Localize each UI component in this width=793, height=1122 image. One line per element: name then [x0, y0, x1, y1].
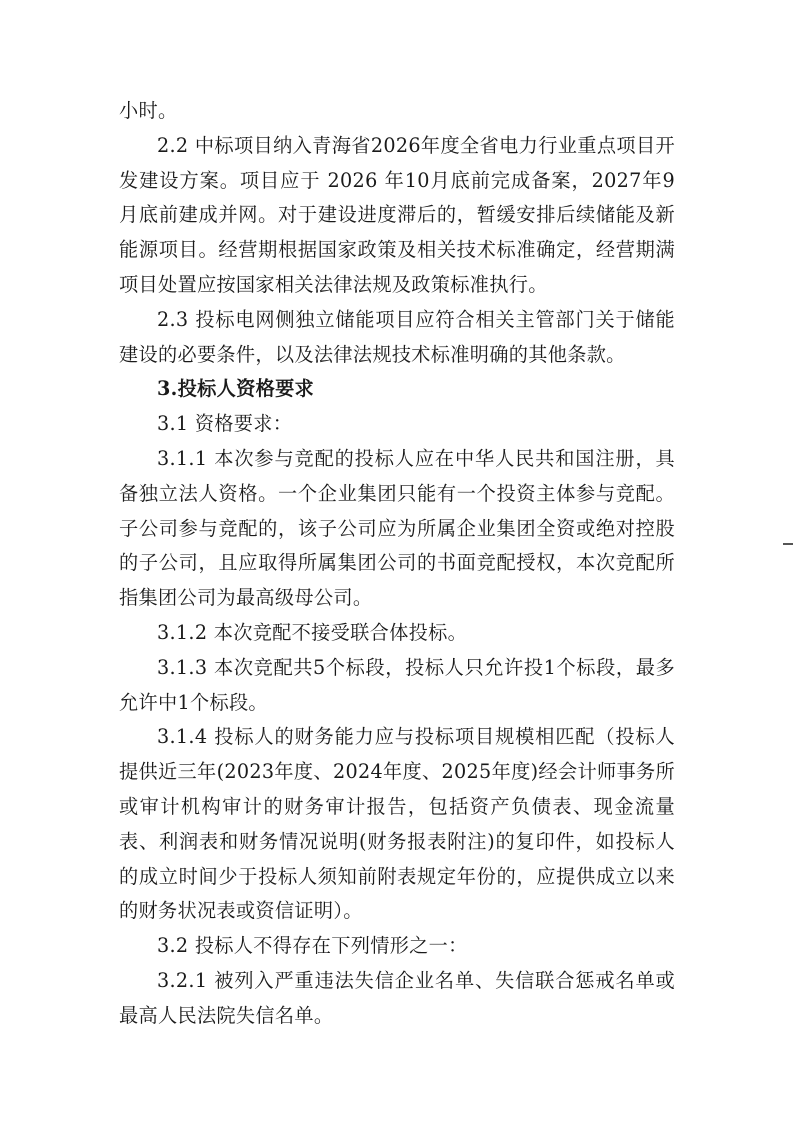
paragraph-3-1-4: 3.1.4 投标人的财务能力应与投标项目规模相匹配（投标人提供近三年(2023年度、2024年度、2025年度)经会计师事务所或审计机构审计的财务审计报告，包括资产负债表、现金流量表、利润表和财务情况说明(财务报表附注)的复印件，如投标人的成立时间少于投标人须知前附表规定年份的，应提供成立以来的财务状况表或资信证明）。 — [119, 725, 675, 923]
binding-edge-mark — [783, 543, 793, 545]
paragraph-continuation: 小时。 — [119, 99, 178, 122]
paragraph-3-2-1: 3.2.1 被列入严重违法失信企业名单、失信联合惩戒名单或最高人民法院失信名单。 — [119, 968, 675, 1027]
paragraph-3-1-2: 3.1.2 本次竞配不接受联合体投标。 — [157, 620, 468, 644]
section-heading-3: 3.投标人资格要求 — [157, 377, 315, 401]
paragraph-2-2: 2.2 中标项目纳入青海省2026年度全省电力行业重点项目开发建设方案。项目应于 2026 年10月底前完成备案，2027年9月底前建成并网。对于建设进度滞后的，暂缓安排后续储能及新能源项目。经营期根据国家政策及相关技术标准确定，经营期满项目处置应按国家相关法律法规及政策标准执行。 — [119, 133, 675, 296]
paragraph-3-1: 3.1 资格要求： — [157, 412, 293, 436]
paragraph-2-3: 2.3 投标电网侧独立储能项目应符合相关主管部门关于储能建设的必要条件，以及法律法规技术标准明确的其他条款。 — [119, 307, 675, 366]
paragraph-3-2: 3.2 投标人不得存在下列情形之一： — [157, 934, 468, 958]
document-body — [119, 94, 675, 1034]
paragraph-3-1-3: 3.1.3 本次竞配共5个标段，投标人只允许投1个标段，最多允许中1个标段。 — [119, 655, 675, 714]
paragraph-3-1-1: 3.1.1 本次参与竞配的投标人应在中华人民共和国注册，具备独立法人资格。一个企业集团只能有一个投资主体参与竞配。子公司参与竞配的，该子公司应为所属企业集团全资或绝对控股的子公司，且应取得所属集团公司的书面竞配授权，本次竞配所指集团公司为最高级母公司。 — [119, 446, 675, 610]
